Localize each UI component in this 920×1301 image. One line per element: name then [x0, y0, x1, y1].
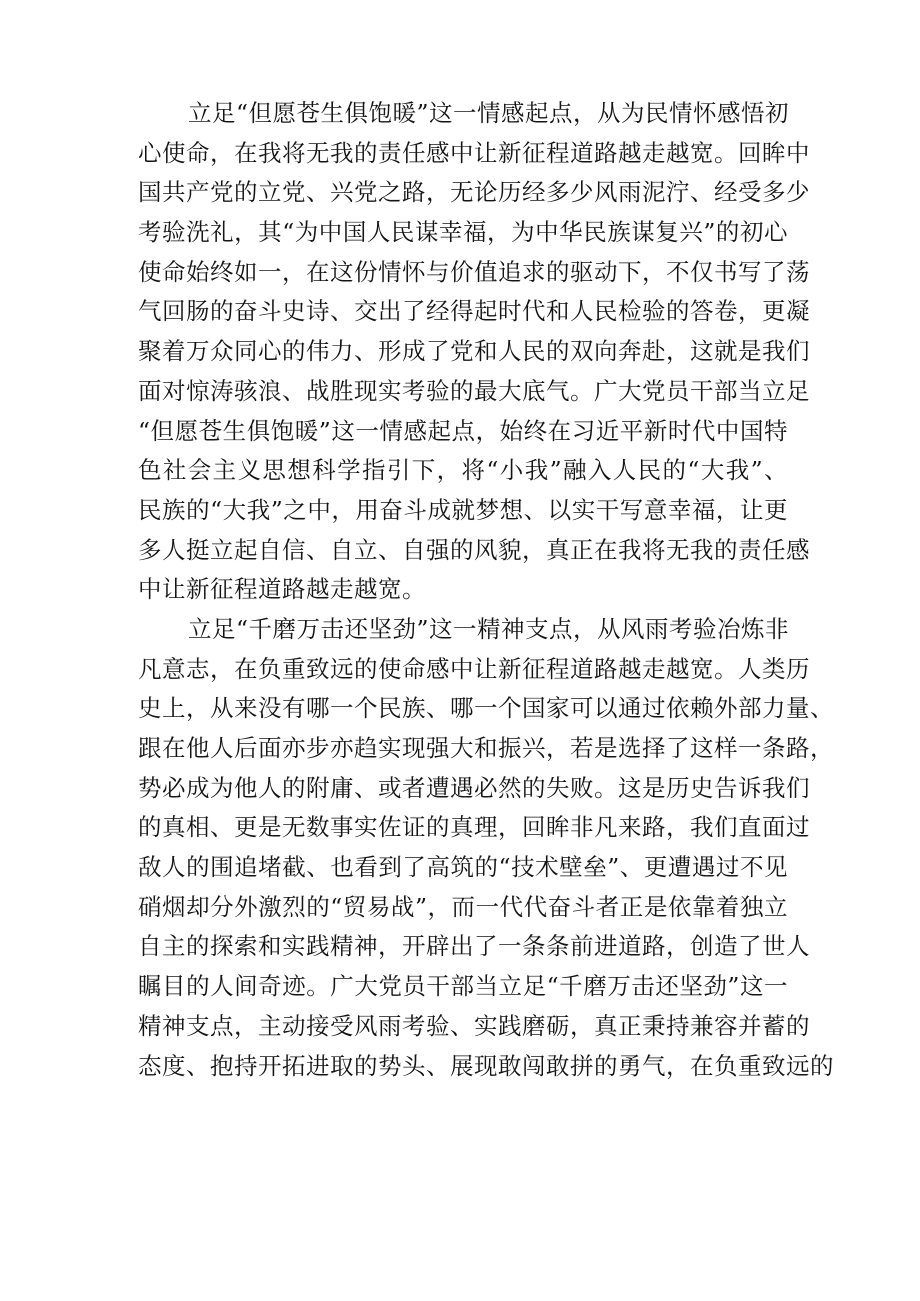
text-line: 瞩目的人间奇迹。广大党员干部当立足“千磨万击还坚劲”这一	[138, 972, 788, 1001]
paragraph-2	[138, 610, 834, 1086]
text-line: 立足“但愿苍生俱饱暖”这一情感起点，从为民情怀感悟初	[188, 99, 790, 127]
text-line: 的真相、更是无数事实佐证的真理，回眸非凡来路，我们直面过	[138, 813, 810, 842]
text-line: 敌人的围追堵截、也看到了高筑的“技术壁垒”、更遭遇过不见	[138, 853, 788, 882]
text-line: 硝烟却分外激烈的“贸易战”，而一代代奋斗者正是依靠着独立	[138, 892, 788, 921]
text-line: 民族的“大我”之中，用奋斗成就梦想、以实干写意幸福，让更	[138, 495, 788, 524]
paragraph-1	[138, 94, 810, 610]
text-line: 面对惊涛骇浪、战胜现实考验的最大底气。广大党员干部当立足	[138, 376, 810, 405]
text-line: 精神支点，主动接受风雨考验、实践磨砺，真正秉持兼容并蓄的	[138, 1011, 810, 1040]
text-line: 气回肠的奋斗史诗、交出了经得起时代和人民检验的答卷，更凝	[138, 297, 810, 326]
text-line: 跟在他人后面亦步亦趋实现强大和振兴，若是选择了这样一条路，	[138, 734, 834, 762]
text-line: “但愿苍生俱饱暖”这一情感起点，始终在习近平新时代中国特	[138, 416, 788, 445]
text-line: 多人挺立起自信、自立、自强的风貌，真正在我将无我的责任感	[138, 535, 810, 564]
text-line: 史上，从来没有哪一个民族、哪一个国家可以通过依赖外部力量、	[138, 694, 834, 723]
text-line: 国共产党的立党、兴党之路，无论历经多少风雨泥泞、经受多少	[138, 178, 810, 207]
text-line: 立足“千磨万击还坚劲”这一精神支点，从风雨考验冶炼非	[188, 614, 790, 643]
text-line: 态度、抱持开拓进取的势头、展现敢闯敢拼的勇气，在负重致远的	[138, 1051, 834, 1080]
text-line: 心使命，在我将无我的责任感中让新征程道路越走越宽。回眸中	[138, 138, 810, 167]
text-line: 自主的探索和实践精神，开辟出了一条条前进道路，创造了世人	[138, 932, 810, 961]
text-line: 考验洗礼，其“为中国人民谋幸福，为中华民族谋复兴”的初心	[138, 218, 788, 247]
text-line: 凡意志，在负重致远的使命感中让新征程道路越走越宽。人类历	[138, 654, 810, 683]
text-line: 中让新征程道路越走越宽。	[138, 575, 426, 604]
text-line: 聚着万众同心的伟力、形成了党和人民的双向奔赴，这就是我们	[138, 337, 810, 366]
text-line: 使命始终如一，在这份情怀与价值追求的驱动下，不仅书写了荡	[138, 257, 810, 286]
body-text	[138, 94, 834, 1086]
text-line: 色社会主义思想科学指引下，将“小我”融入人民的“大我”、	[138, 456, 788, 485]
text-line: 势必成为他人的附庸、或者遭遇必然的失败。这是历史告诉我们	[138, 773, 810, 802]
